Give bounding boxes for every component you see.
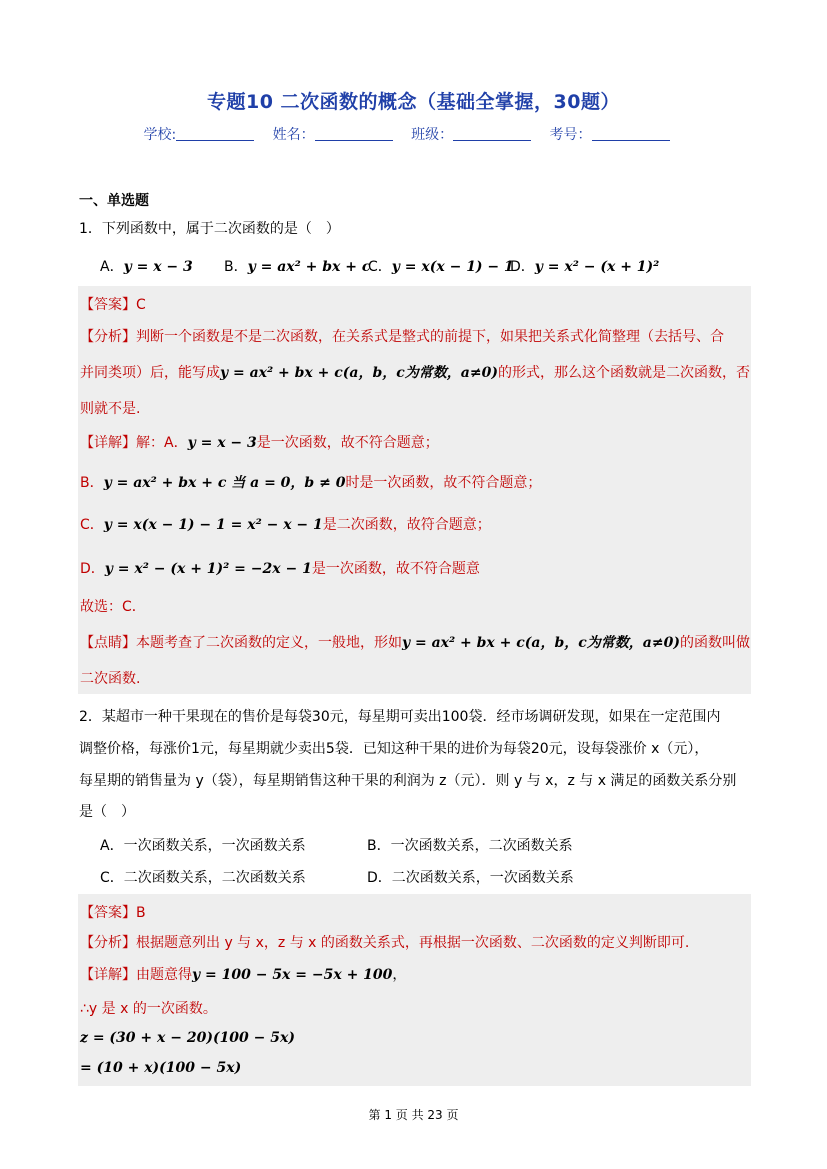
q1-option-a-letter: A．	[100, 259, 124, 275]
q2-detail-pre: 由题意得	[136, 967, 192, 983]
q2-option-b-text: 一次函数关系，二次函数关系	[390, 838, 573, 854]
q1-detail-b-pre: B．	[80, 475, 104, 491]
q1-detail-c	[80, 514, 491, 534]
q2-option-d-text: 二次函数关系，一次函数关系	[391, 870, 574, 886]
q2-analysis-text: 根据题意列出 y 与 x，z 与 x 的函数关系式，再根据一次函数、二次函数的定义判断即可.	[136, 935, 690, 951]
q1-analysis-line-1	[80, 326, 724, 346]
q1-detail-c-expr: y = x(x − 1) − 1 = x² − x − 1	[103, 517, 323, 533]
q1-comment-label: 【点睛】	[80, 635, 136, 651]
q2-option-a-text: 一次函数关系，一次函数关系	[123, 838, 306, 854]
page-title: 专题10 二次函数的概念（基础全掌握，30题）	[207, 91, 620, 113]
q2-detail-line-1	[80, 964, 406, 984]
q1-detail-d	[80, 558, 480, 578]
q2-option-c	[100, 867, 306, 887]
q2-detail-post: ，	[392, 967, 407, 983]
q1-analysis-expr: y = ax² + bx + c(a，b，c为常数，a≠0)	[220, 365, 498, 381]
q2-stem-line-1: 2．某超市一种干果现在的售价是每袋30元，每星期可卖出100袋．经市场调研发现，如果在一定范围内	[79, 709, 721, 725]
q1-comment-text-1a: 本题考查了二次函数的定义，一般地，形如	[136, 635, 402, 651]
name-label: 姓名：	[272, 127, 315, 143]
q1-stem: 1．下列函数中，属于二次函数的是（ ）	[79, 221, 340, 237]
q1-comment-expr: y = ax² + bx + c(a，b，c为常数，a≠0)	[402, 635, 680, 651]
q2-answer-line	[80, 902, 146, 922]
q2-detail-expr: y = 100 − 5x = −5x + 100	[192, 967, 393, 983]
q1-detail-a-expr: y = x − 3	[187, 435, 257, 451]
q1-option-b-expr: y = ax² + bx + c	[247, 259, 371, 275]
q1-detail-c-post: 是二次函数，故符合题意；	[322, 517, 491, 533]
school-label: 学校:	[143, 127, 177, 143]
q1-option-c-letter: C．	[368, 259, 392, 275]
q1-detail-d-post: 是一次函数，故不符合题意	[311, 561, 480, 577]
q1-option-a	[100, 256, 193, 276]
q1-answer-line	[80, 294, 146, 314]
q1-detail-b	[80, 472, 541, 492]
q1-comment-line-1	[80, 632, 750, 652]
q1-option-a-expr: y = x − 3	[123, 259, 193, 275]
q1-option-b-letter: B．	[224, 259, 248, 275]
q1-detail-d-pre: D．	[80, 561, 105, 577]
q2-answer-label: 【答案】	[80, 905, 136, 921]
q1-answer-label: 【答案】	[80, 297, 136, 313]
q1-comment-line-2: 二次函数.	[80, 671, 141, 687]
q1-analysis-text-2b: 的形式，那么这个函数就是二次函数，否	[497, 365, 750, 381]
q1-detail-a-post: 是一次函数，故不符合题意；	[256, 435, 439, 451]
q1-analysis-line-2	[80, 362, 750, 382]
q1-option-c	[368, 256, 514, 276]
q1-option-d-letter: D．	[510, 259, 535, 275]
q2-option-a	[100, 835, 306, 855]
q2-analysis-label: 【分析】	[80, 935, 136, 951]
q2-option-c-text: 二次函数关系，二次函数关系	[123, 870, 306, 886]
class-label: 班级：	[411, 127, 454, 143]
q1-solution-block	[78, 286, 751, 694]
q1-analysis-line-3: 则就不是.	[80, 401, 141, 417]
name-blank	[315, 126, 393, 141]
q2-option-d	[367, 867, 574, 887]
q2-detail-line-3: z = (30 + x − 20)(100 − 5x)	[80, 1030, 295, 1046]
q1-option-d-expr: y = x² − (x + 1)²	[534, 259, 660, 275]
q2-detail-line-4: = (10 + x)(100 − 5x)	[80, 1060, 242, 1076]
q1-detail-b-post: 时是一次函数，故不符合题意；	[345, 475, 542, 491]
q1-detail-d-expr: y = x² − (x + 1)² = −2x − 1	[104, 561, 312, 577]
q1-detail-label: 【详解】	[80, 435, 136, 451]
q1-option-d	[510, 256, 659, 276]
q1-analysis-text-1: 判断一个函数是不是二次函数，在关系式是整式的前提下，如果把关系式化简整理（去括号、合	[136, 329, 724, 345]
q2-detail-line-2: ∴y 是 x 的一次函数。	[80, 1001, 217, 1017]
q1-analysis-label: 【分析】	[80, 329, 136, 345]
q2-option-b	[367, 835, 573, 855]
q1-comment-text-1b: 的函数叫做	[679, 635, 750, 651]
number-blank	[592, 126, 670, 141]
q1-option-b	[224, 256, 370, 276]
q1-detail-b-expr: y = ax² + bx + c 当 a = 0，b ≠ 0	[103, 475, 346, 491]
class-blank	[453, 126, 531, 141]
q2-answer-value: B	[136, 905, 146, 921]
q2-option-a-letter: A．	[100, 838, 124, 854]
q1-detail-a	[80, 432, 439, 452]
q2-option-d-letter: D．	[367, 870, 392, 886]
q2-stem-line-2: 调整价格，每涨价1元，每星期就少卖出5袋．已知这种干果的进价为每袋20元，设每袋涨价 x（元），	[79, 741, 709, 757]
q1-choice: 故选：C．	[80, 599, 146, 615]
q1-analysis-text-2a: 并同类项）后，能写成	[80, 365, 220, 381]
q2-analysis-line	[80, 932, 689, 952]
number-label: 考号：	[549, 127, 592, 143]
q1-option-c-expr: y = x(x − 1) − 1	[391, 259, 514, 275]
q2-solution-block	[78, 894, 751, 1086]
q1-detail-a-pre: 解：A．	[136, 435, 188, 451]
q1-detail-c-pre: C．	[80, 517, 104, 533]
q2-stem-line-3: 每星期的销售量为 y（袋），每星期销售这种干果的利润为 z（元）．则 y 与 x，z 与 x 满足的函数关系分别	[79, 773, 737, 789]
school-blank	[176, 126, 254, 141]
q2-option-b-letter: B．	[367, 838, 391, 854]
q2-detail-label: 【详解】	[80, 967, 136, 983]
q1-answer-value: C	[136, 297, 146, 313]
q2-option-c-letter: C．	[100, 870, 124, 886]
q2-stem-line-4: 是（ ）	[79, 804, 135, 820]
page-footer: 第 1 页 共 23 页	[368, 1108, 459, 1122]
section-heading: 一、单选题	[79, 193, 149, 209]
student-info-line	[0, 124, 827, 144]
